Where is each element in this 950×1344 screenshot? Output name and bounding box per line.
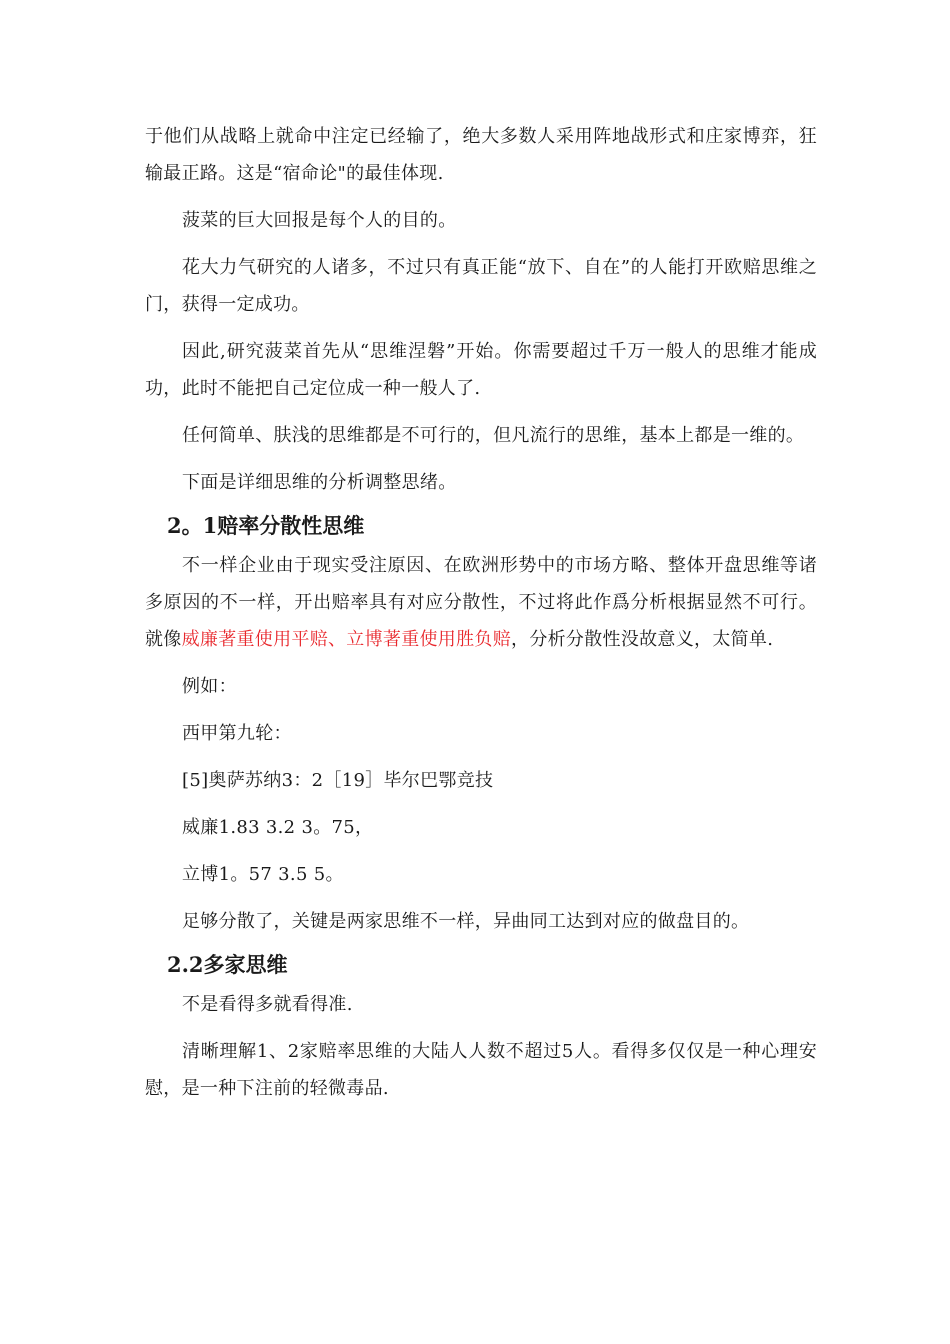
paragraph: 菠菜的巨大回报是每个人的目的。 bbox=[182, 210, 457, 231]
text-run: 不一样企业由于现实受注原因、在欧洲形势中的市场方略、整体开盘思维等诸多原因的不一样，开出赔率具有对应分散性，不过将此作爲分析根据显然不可行。就像 bbox=[145, 555, 817, 650]
paragraph: 西甲第九轮： bbox=[182, 723, 292, 744]
paragraph bbox=[145, 547, 817, 658]
paragraph: 足够分散了，关键是两家思维不一样，异曲同工达到对应的做盘目的。 bbox=[182, 911, 750, 932]
section-heading: 2。1赔率分散性思维 bbox=[167, 513, 365, 538]
paragraph: 花大力气研究的人诸多，不过只有真正能“放下、自在”的人能打开欧赔思维之门，获得一定成功。 bbox=[145, 257, 817, 315]
paragraph: 任何简单、肤浅的思维都是不可行的，但凡流行的思维，基本上都是一维的。 bbox=[182, 425, 805, 446]
paragraph: 于他们从战略上就命中注定已经输了，绝大多数人采用阵地战形式和庄家博弈，狂输最正路。这是“宿命论"的最佳体现. bbox=[145, 126, 817, 184]
paragraph: 下面是详细思维的分析调整思绪。 bbox=[182, 472, 457, 493]
paragraph: 不是看得多就看得准. bbox=[182, 994, 353, 1015]
document-page bbox=[145, 118, 817, 1117]
highlighted-text: 威廉著重使用平赔、立博著重使用胜负赔 bbox=[181, 629, 512, 650]
section-heading: 2.2多家思维 bbox=[167, 952, 288, 977]
paragraph: 例如： bbox=[182, 676, 237, 697]
paragraph: [5]奥萨苏纳3：2［19］毕尔巴鄂竞技 bbox=[182, 770, 494, 791]
text-run: ，分析分散性没故意义，太简单. bbox=[511, 629, 774, 650]
paragraph: 威廉1.83 3.2 3。75， bbox=[182, 817, 374, 838]
paragraph: 立博1。57 3.5 5。 bbox=[182, 864, 344, 885]
paragraph: 清晰理解1、2家赔率思维的大陆人人数不超过5人。看得多仅仅是一种心理安慰，是一种下注前的轻微毒品. bbox=[145, 1041, 817, 1099]
paragraph: 因此,研究菠菜首先从“思维涅磐”开始。你需要超过千万一般人的思维才能成功，此时不能把自己定位成一种一般人了. bbox=[145, 341, 817, 399]
